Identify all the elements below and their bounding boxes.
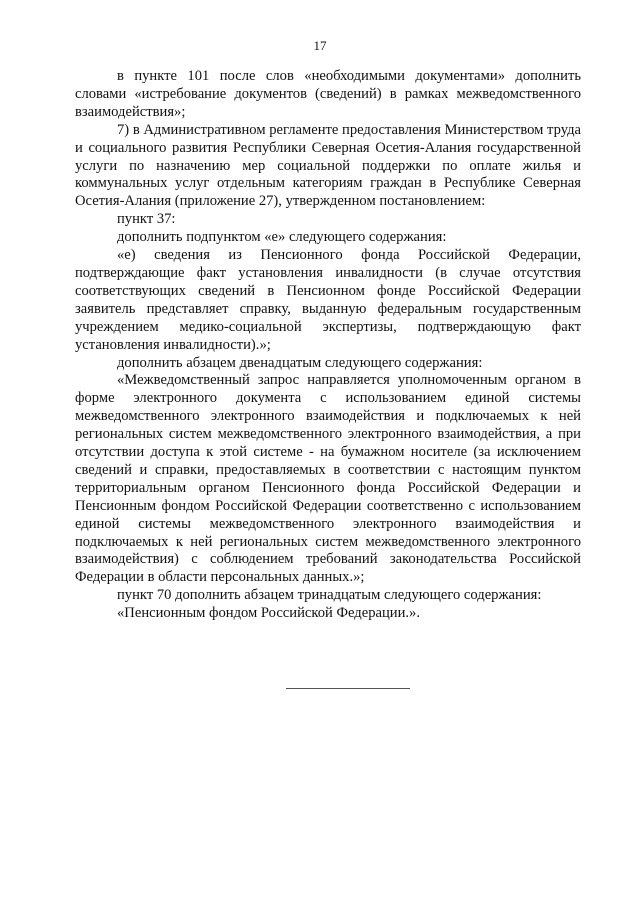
paragraph-regulation-7: 7) в Административном регламенте предоставления Министерством труда и социального развития Республики Северная Осетия-Алания государственной услуги по назначению мер социальной поддержки по оплате жилья и коммунальных услуг отдельным категориям граждан в Республике Северная Осетия-Алания (приложение 27), утвержденном постановлением: [75,121,581,210]
paragraph-add-twelfth-abzats: дополнить абзацем двенадцатым следующего содержания: [117,354,483,371]
paragraph-pension-fund: «Пенсионным фондом Российской Федерации.». [117,605,420,622]
paragraph-point-70: пункт 70 дополнить абзацем тринадцатым следующего содержания: [117,587,542,604]
closing-divider [286,688,410,689]
document-body [75,68,581,623]
paragraph-item-101-amendment: в пункте 101 после слов «необходимыми документами» дополнить словами «истребование документов (сведений) в рамках межведомственного взаимодействия»; [75,68,581,120]
paragraph-interagency-request: «Межведомственный запрос направляется уполномоченным органом в форме электронного документа с использованием единой системы межведомственного электронного взаимодействия и подключаемых к ней региональных систем межведомственного электронного взаимодействия, а при отсутствии доступа к этой системе - на бумажном носителе (за исключением сведений и справки, предоставляемых в соответствии с настоящим пунктом территориальным органом Пенсионного фонда Российской Федерации и Пенсионным фондом Российской Федерации соответственно с использованием единой системы межведомственного электронного взаимодействия и подключаемых к ней региональных систем межведомственного электронного взаимодействия) с соблюдением требований законодательства Российской Федерации в области персональных данных.»; [75,372,581,586]
paragraph-point-37: пункт 37: [117,211,176,228]
paragraph-subitem-e-text: «е) сведения из Пенсионного фонда Российской Федерации, подтверждающие факт установления инвалидности (в случае отсутствия соответствующих сведений в Пенсионном фонде Российской Федерации заявитель представляет справку, выданную федеральным государственным учреждением медико-социальной экспертизы, подтверждающую факт установления инвалидности).»; [75,247,581,353]
page-number: 17 [313,38,327,53]
paragraph-add-subitem-e: дополнить подпунктом «е» следующего содержания: [117,229,447,246]
